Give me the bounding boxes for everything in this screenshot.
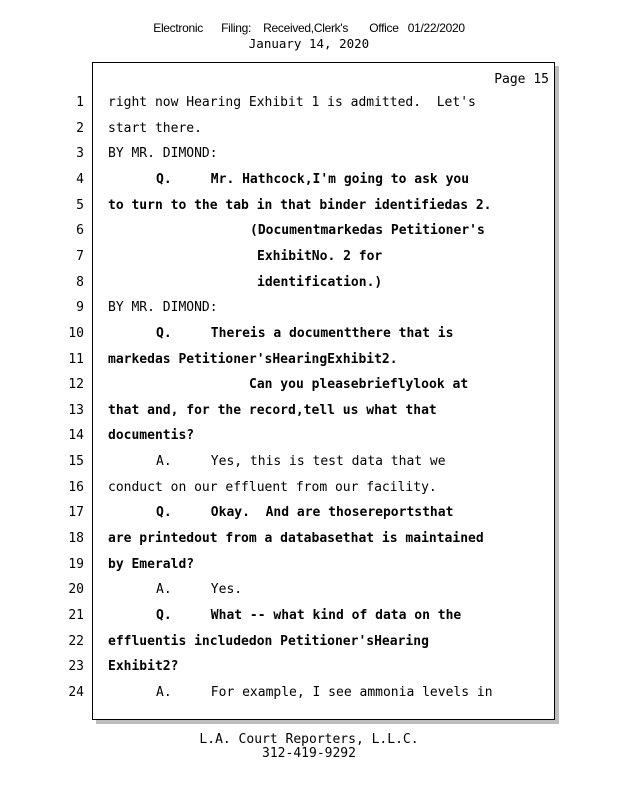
transcript-line: [0, 603, 618, 628]
line-number: 5: [76, 197, 84, 213]
transcript-line: [0, 577, 618, 602]
line-text: are printedout from a databasethat is maintained: [108, 531, 484, 547]
line-text: A. Yes, this is test data that we: [156, 454, 446, 470]
line-text: right now Hearing Exhibit 1 is admitted. Let's: [108, 95, 476, 110]
line-text: Exhibit2?: [108, 659, 179, 675]
line-number: 2: [76, 120, 84, 136]
transcript-line: [0, 526, 618, 551]
transcript-line: [0, 141, 618, 166]
transcript-line: [0, 629, 618, 654]
transcript-date: January 14, 2020: [248, 36, 370, 51]
transcript-line: [0, 654, 618, 679]
transcript-line: [0, 295, 618, 320]
reporter-footer: [0, 733, 618, 761]
line-text: Q. What -- what kind of data on the: [156, 608, 462, 623]
line-text: (Documentmarkedas Petitioner's: [250, 223, 485, 239]
line-number: 14: [68, 428, 84, 444]
line-number: 24: [68, 684, 84, 700]
line-number: 3: [76, 146, 84, 162]
reporter-phone: 312-419-9292: [262, 746, 356, 761]
transcript-line: [0, 449, 618, 474]
line-number: 7: [76, 248, 84, 264]
line-text: conduct on our effluent from our facility.: [108, 479, 437, 495]
transcript-line: [0, 116, 618, 141]
transcript-line: [0, 90, 618, 115]
line-number: 18: [68, 531, 84, 547]
transcript-line: [0, 423, 618, 448]
transcript-line: [0, 500, 618, 525]
line-text: BY MR. DIMOND:: [108, 300, 218, 316]
line-number: 12: [68, 377, 84, 393]
line-number: 10: [68, 325, 84, 341]
line-text: start there.: [108, 120, 202, 136]
line-text: A. Yes.: [156, 582, 243, 598]
line-number: 9: [76, 300, 84, 316]
line-text: identification.): [257, 274, 383, 290]
transcript-line: [0, 475, 618, 500]
line-number: 23: [68, 659, 84, 675]
transcript-line: [0, 244, 618, 269]
filing-stamp: Electronic Filing: Received,Clerk's Office 01/22/2020: [153, 21, 465, 35]
line-text: A. For example, I see ammonia levels in: [156, 684, 493, 700]
transcript-line: [0, 270, 618, 295]
transcript-line: [0, 680, 618, 705]
line-number: 17: [68, 505, 84, 521]
line-text: Can you pleasebrieflylook at: [249, 377, 469, 393]
line-text: Q. Thereis a documentthere that is: [156, 325, 454, 341]
line-text: that and, for the record,tell us what that: [108, 402, 437, 418]
line-text: effluentis includedon Petitioner'sHearing: [108, 633, 429, 649]
transcript-line: [0, 398, 618, 423]
transcript-line: [0, 552, 618, 577]
line-text: Q. Okay. And are thosereportsthat: [156, 505, 454, 521]
page-number: Page 15: [494, 72, 549, 87]
line-number: 13: [68, 402, 84, 418]
line-number: 1: [76, 95, 84, 110]
line-text: by Emerald?: [108, 556, 195, 572]
transcript-line: [0, 167, 618, 192]
line-text: markedas Petitioner'sHearingExhibit2.: [108, 351, 398, 367]
line-text: BY MR. DIMOND:: [108, 146, 218, 162]
transcript-line: [0, 347, 618, 372]
transcript-line: [0, 193, 618, 218]
line-number: 15: [68, 454, 84, 470]
line-number: 4: [76, 171, 84, 187]
line-number: 11: [68, 351, 84, 367]
transcript-line: [0, 372, 618, 397]
line-number: 22: [68, 633, 84, 649]
line-number: 16: [68, 479, 84, 495]
line-text: Q. Mr. Hathcock,I'm going to ask you: [156, 171, 470, 187]
line-number: 20: [68, 582, 84, 598]
line-text: to turn to the tab in that binder identifiedas 2.: [108, 197, 492, 213]
line-number: 8: [76, 274, 84, 290]
line-number: 21: [68, 608, 84, 623]
line-text: ExhibitNo. 2 for: [257, 248, 383, 264]
line-text: documentis?: [108, 428, 195, 444]
transcript-line: [0, 218, 618, 243]
line-number: 19: [68, 556, 84, 572]
line-number: 6: [76, 223, 84, 239]
transcript-line: [0, 321, 618, 346]
reporter-company: L.A. Court Reporters, L.L.C.: [199, 732, 419, 747]
